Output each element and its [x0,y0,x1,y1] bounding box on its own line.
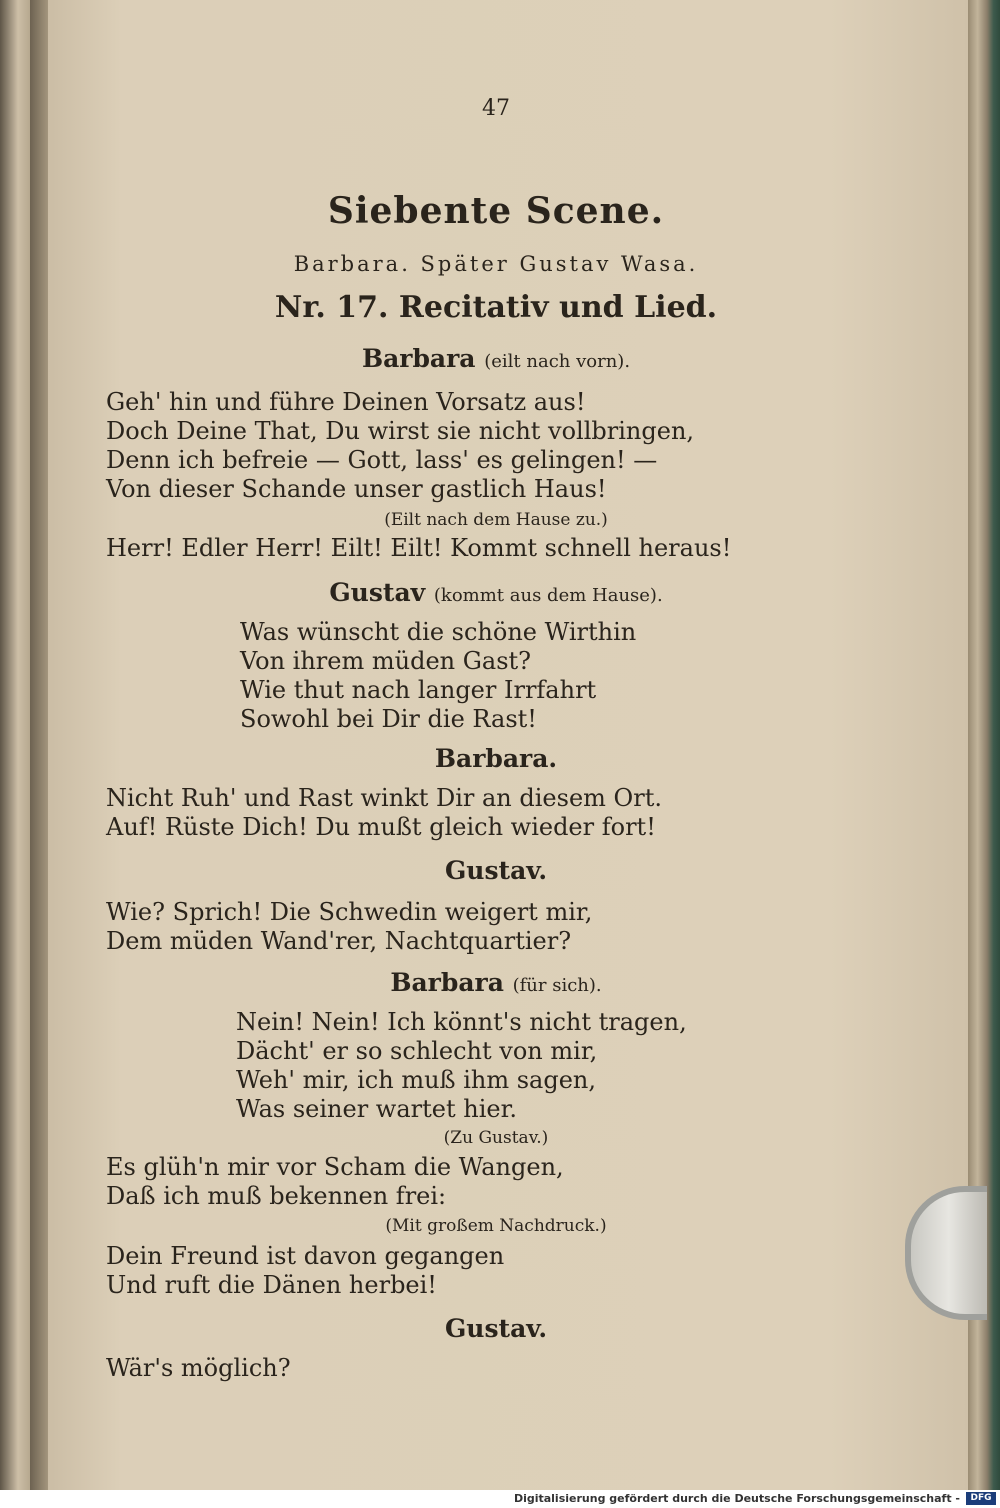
page-number: 47 [482,96,510,121]
cast-line: Barbara. Später Gustav Wasa. [293,252,699,276]
speaker-name: Barbara [390,968,504,997]
number-title: Nr. 17. Recitativ und Lied. [274,290,718,325]
verse-line: Dächt' er so schlecht von mir, [236,1037,598,1065]
speaker-name: Gustav. [444,1314,548,1343]
dfg-logo: DFG [966,1492,996,1505]
verse-line: Geh' hin und führe Deinen Vorsatz aus! [106,388,586,416]
funding-notice: Digitalisierung gefördert durch die Deutsche Forschungsgemeinschaft - [513,1492,960,1505]
speaker-heading [48,968,944,997]
verse-line: Wär's möglich? [106,1354,291,1382]
speaker-name: Gustav [329,578,426,607]
verse-line: Von ihrem müden Gast? [240,647,532,675]
verse-line: Es glüh'n mir vor Scham die Wangen, [106,1153,564,1181]
verse-line: Doch Deine That, Du wirst sie nicht vollbringen, [106,417,695,445]
verse-line: Herr! Edler Herr! Eilt! Eilt! Kommt schnell heraus! [106,534,732,562]
verse-line: Dein Freund ist davon gegangen [106,1242,505,1270]
verse-line: Daß ich muß bekennen frei: [106,1182,447,1210]
verse-line: Was wünscht die schöne Wirthin [240,618,637,646]
verse-line: Nicht Ruh' und Rast winkt Dir an diesem Ort. [106,784,662,812]
speaker-heading [48,1314,944,1343]
book-page [48,0,968,1490]
speaker-direction: (kommt aus dem Hause). [433,585,663,606]
verse-line: Dem müden Wand'rer, Nachtquartier? [106,927,572,955]
scene-title: Siebente Scene. [327,190,665,232]
footer-bar [0,1490,1000,1508]
speaker-name: Barbara. [434,744,558,773]
book-gutter [30,0,50,1490]
speaker-name: Gustav. [444,856,548,885]
speaker-heading [48,344,944,373]
previous-page-edge [0,0,30,1490]
verse-line: Wie thut nach langer Irrfahrt [240,676,597,704]
stage-direction: (Eilt nach dem Hause zu.) [384,510,608,530]
verse-line: Denn ich befreie — Gott, lass' es gelingen! — [106,446,658,474]
speaker-name: Barbara [361,344,476,373]
verse-line: Und ruft die Dänen herbei! [106,1271,437,1299]
verse-line: Wie? Sprich! Die Schwedin weigert mir, [106,898,593,926]
speaker-heading [48,744,944,773]
speaker-direction: (eilt nach vorn). [484,351,631,372]
verse-line: Auf! Rüste Dich! Du mußt gleich wieder fort! [106,813,656,841]
verse-line: Nein! Nein! Ich könnt's nicht tragen, [236,1008,687,1036]
verse-line: Weh' mir, ich muß ihm sagen, [236,1066,596,1094]
verse-line: Was seiner wartet hier. [236,1095,518,1123]
speaker-direction: (für sich). [512,975,602,996]
verse-line: Sowohl bei Dir die Rast! [240,705,537,733]
verse-line: Von dieser Schande unser gastlich Haus! [106,475,607,503]
speaker-heading [48,578,944,607]
speaker-heading [48,856,944,885]
stage-direction: (Mit großem Nachdruck.) [385,1216,607,1236]
stage-direction: (Zu Gustav.) [443,1128,549,1148]
